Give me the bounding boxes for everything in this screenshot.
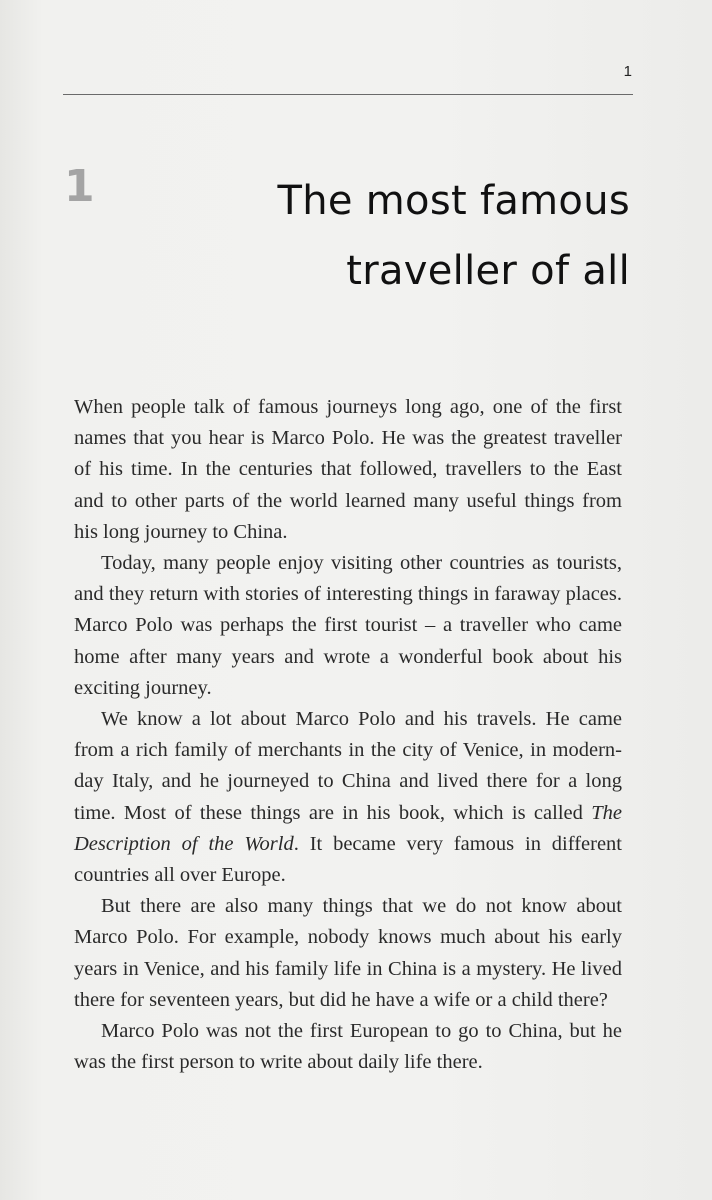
header-rule [63,94,633,95]
chapter-title [210,166,630,306]
paragraph-3-text-b: . It became very famous in different countries all over Europe. [74,832,622,887]
chapter-title-line-2: traveller of all [346,248,630,294]
chapter-body [74,392,622,1078]
paragraph-2: Today, many people enjoy visiting other countries as tourists, and they return with stories of interesting things in faraway places. Marco Polo was perhaps the first tourist – a traveller who came home after many years and wrote a wonderful book about his exciting journey. [74,552,622,699]
paragraph-3 [74,704,622,891]
paragraph-1: When people talk of famous journeys long ago, one of the first names that you hear is Marco Polo. He was the greatest traveller of his time. In the centuries that followed, travellers to the East and to other parts of the world learned many useful things from his long journey to China. [74,396,622,543]
paragraph-4: But there are also many things that we do not know about Marco Polo. For example, nobody knows much about his early years in Venice, and his family life in China is a mystery. He lived there for seventeen years, but did he have a wife or a child there? [74,895,622,1011]
paragraph-5: Marco Polo was not the first European to go to China, but he was the first person to write about daily life there. [74,1020,622,1074]
paragraph-3-text-a: We know a lot about Marco Polo and his travels. He came from a rich family of merchants in the city of Venice, in modern-day Italy, and he journeyed to China and lived there for a long time. Most of these things are in his book, which is called [74,708,622,824]
chapter-number: 1 [64,161,95,212]
book-title: The Description of the World [74,801,622,855]
page-number: 1 [623,63,632,80]
chapter-title-line-1: The most famous [277,178,630,224]
